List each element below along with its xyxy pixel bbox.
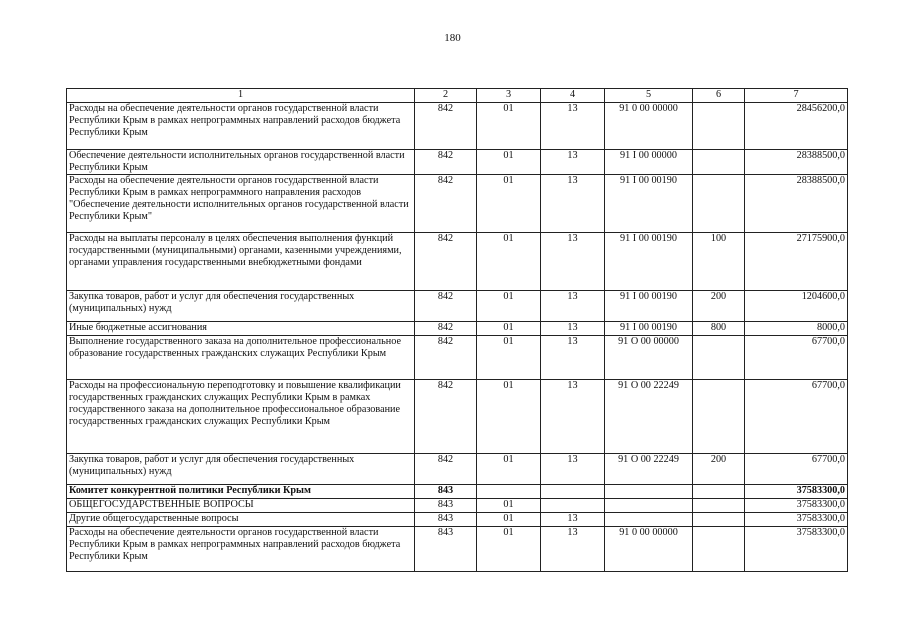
- section-cell: 01: [477, 380, 541, 454]
- section-cell: [477, 485, 541, 499]
- item-name-cell: Расходы на выплаты персоналу в целях обеспечения выполнения функций государственными (муниципальными) органами, казенными учреждениями, органами управления государственными внебюджетными фондами: [67, 233, 415, 291]
- table-row: [67, 527, 848, 572]
- expense-type-cell: [693, 380, 745, 454]
- section-cell: 01: [477, 454, 541, 485]
- target-article-cell: 91 0 00 00000: [605, 527, 693, 572]
- item-name-cell: Расходы на обеспечение деятельности органов государственной власти Республики Крым в рамках непрограммного направления расходов "Обеспечение деятельности исполнительных органов государственной власти Республики Крым": [67, 175, 415, 233]
- admin-code-cell: 842: [415, 103, 477, 150]
- target-article-cell: 91 I 00 00190: [605, 291, 693, 322]
- column-header: 7: [745, 89, 848, 103]
- subsection-cell: [541, 485, 605, 499]
- admin-code-cell: 842: [415, 380, 477, 454]
- admin-code-cell: 843: [415, 513, 477, 527]
- target-article-cell: 91 О 00 22249: [605, 454, 693, 485]
- table-row: [67, 485, 848, 499]
- target-article-cell: 91 I 00 00000: [605, 150, 693, 175]
- item-name-cell: Расходы на обеспечение деятельности органов государственной власти Республики Крым в рамках непрограммных направлений расходов бюджета Республики Крым: [67, 527, 415, 572]
- subsection-cell: 13: [541, 103, 605, 150]
- expense-type-cell: [693, 103, 745, 150]
- amount-cell: 27175900,0: [745, 233, 848, 291]
- column-header: 3: [477, 89, 541, 103]
- table-row: [67, 291, 848, 322]
- target-article-cell: 91 О 00 00000: [605, 336, 693, 380]
- table-row: [67, 513, 848, 527]
- amount-cell: 37583300,0: [745, 513, 848, 527]
- amount-cell: 37583300,0: [745, 527, 848, 572]
- admin-code-cell: 842: [415, 336, 477, 380]
- admin-code-cell: 843: [415, 527, 477, 572]
- target-article-cell: [605, 485, 693, 499]
- column-header: 4: [541, 89, 605, 103]
- expense-type-cell: [693, 485, 745, 499]
- section-cell: 01: [477, 150, 541, 175]
- admin-code-cell: 842: [415, 454, 477, 485]
- expense-type-cell: [693, 150, 745, 175]
- subsection-cell: 13: [541, 513, 605, 527]
- table-body: [67, 103, 848, 572]
- header-row: [67, 89, 848, 103]
- item-name-cell: Иные бюджетные ассигнования: [67, 322, 415, 336]
- subsection-cell: 13: [541, 233, 605, 291]
- subsection-cell: [541, 499, 605, 513]
- admin-code-cell: 842: [415, 291, 477, 322]
- table-row: [67, 336, 848, 380]
- section-cell: 01: [477, 499, 541, 513]
- table-row: [67, 454, 848, 485]
- target-article-cell: [605, 513, 693, 527]
- item-name-cell: ОБЩЕГОСУДАРСТВЕННЫЕ ВОПРОСЫ: [67, 499, 415, 513]
- item-name-cell: Закупка товаров, работ и услуг для обеспечения государственных (муниципальных) нужд: [67, 454, 415, 485]
- target-article-cell: 91 I 00 00190: [605, 233, 693, 291]
- admin-code-cell: 842: [415, 150, 477, 175]
- admin-code-cell: 843: [415, 499, 477, 513]
- target-article-cell: 91 I 00 00190: [605, 322, 693, 336]
- amount-cell: 8000,0: [745, 322, 848, 336]
- table-row: [67, 499, 848, 513]
- table-row: [67, 380, 848, 454]
- amount-cell: 28456200,0: [745, 103, 848, 150]
- admin-code-cell: 842: [415, 175, 477, 233]
- amount-cell: 28388500,0: [745, 150, 848, 175]
- table-row: [67, 175, 848, 233]
- section-cell: 01: [477, 527, 541, 572]
- budget-table: [66, 88, 848, 572]
- amount-cell: 37583300,0: [745, 485, 848, 499]
- expense-type-cell: [693, 175, 745, 233]
- section-cell: 01: [477, 336, 541, 380]
- amount-cell: 28388500,0: [745, 175, 848, 233]
- admin-code-cell: 843: [415, 485, 477, 499]
- item-name-cell: Расходы на профессиональную переподготовку и повышение квалификации государственных гражданских служащих Республики Крым в рамках государственного заказа на дополнительное профессиональное образование государственных гражданских служащих Республики Крым: [67, 380, 415, 454]
- subsection-cell: 13: [541, 380, 605, 454]
- section-cell: 01: [477, 291, 541, 322]
- admin-code-cell: 842: [415, 322, 477, 336]
- section-cell: 01: [477, 513, 541, 527]
- subsection-cell: 13: [541, 175, 605, 233]
- subsection-cell: 13: [541, 291, 605, 322]
- expense-type-cell: [693, 513, 745, 527]
- amount-cell: 67700,0: [745, 336, 848, 380]
- amount-cell: 67700,0: [745, 454, 848, 485]
- column-header: 6: [693, 89, 745, 103]
- subsection-cell: 13: [541, 527, 605, 572]
- column-header: 2: [415, 89, 477, 103]
- table-row: [67, 103, 848, 150]
- column-header: 5: [605, 89, 693, 103]
- expense-type-cell: 200: [693, 454, 745, 485]
- section-cell: 01: [477, 322, 541, 336]
- expense-type-cell: [693, 499, 745, 513]
- target-article-cell: 91 0 00 00000: [605, 103, 693, 150]
- amount-cell: 1204600,0: [745, 291, 848, 322]
- subsection-cell: 13: [541, 150, 605, 175]
- item-name-cell: Комитет конкурентной политики Республики Крым: [67, 485, 415, 499]
- column-header: 1: [67, 89, 415, 103]
- expense-type-cell: 200: [693, 291, 745, 322]
- expense-type-cell: [693, 336, 745, 380]
- item-name-cell: Обеспечение деятельности исполнительных органов государственной власти Республики Крым: [67, 150, 415, 175]
- expense-type-cell: 100: [693, 233, 745, 291]
- section-cell: 01: [477, 233, 541, 291]
- section-cell: 01: [477, 103, 541, 150]
- item-name-cell: Выполнение государственного заказа на дополнительное профессиональное образование государственных гражданских служащих Республики Крым: [67, 336, 415, 380]
- subsection-cell: 13: [541, 336, 605, 380]
- table-row: [67, 322, 848, 336]
- subsection-cell: 13: [541, 454, 605, 485]
- item-name-cell: Закупка товаров, работ и услуг для обеспечения государственных (муниципальных) нужд: [67, 291, 415, 322]
- item-name-cell: Другие общегосударственные вопросы: [67, 513, 415, 527]
- section-cell: 01: [477, 175, 541, 233]
- admin-code-cell: 842: [415, 233, 477, 291]
- table-row: [67, 233, 848, 291]
- amount-cell: 37583300,0: [745, 499, 848, 513]
- subsection-cell: 13: [541, 322, 605, 336]
- target-article-cell: 91 I 00 00190: [605, 175, 693, 233]
- target-article-cell: 91 О 00 22249: [605, 380, 693, 454]
- amount-cell: 67700,0: [745, 380, 848, 454]
- item-name-cell: Расходы на обеспечение деятельности органов государственной власти Республики Крым в рамках непрограммных направлений расходов бюджета Республики Крым: [67, 103, 415, 150]
- expense-type-cell: 800: [693, 322, 745, 336]
- target-article-cell: [605, 499, 693, 513]
- page-number: 180: [444, 32, 461, 44]
- table-row: [67, 150, 848, 175]
- expense-type-cell: [693, 527, 745, 572]
